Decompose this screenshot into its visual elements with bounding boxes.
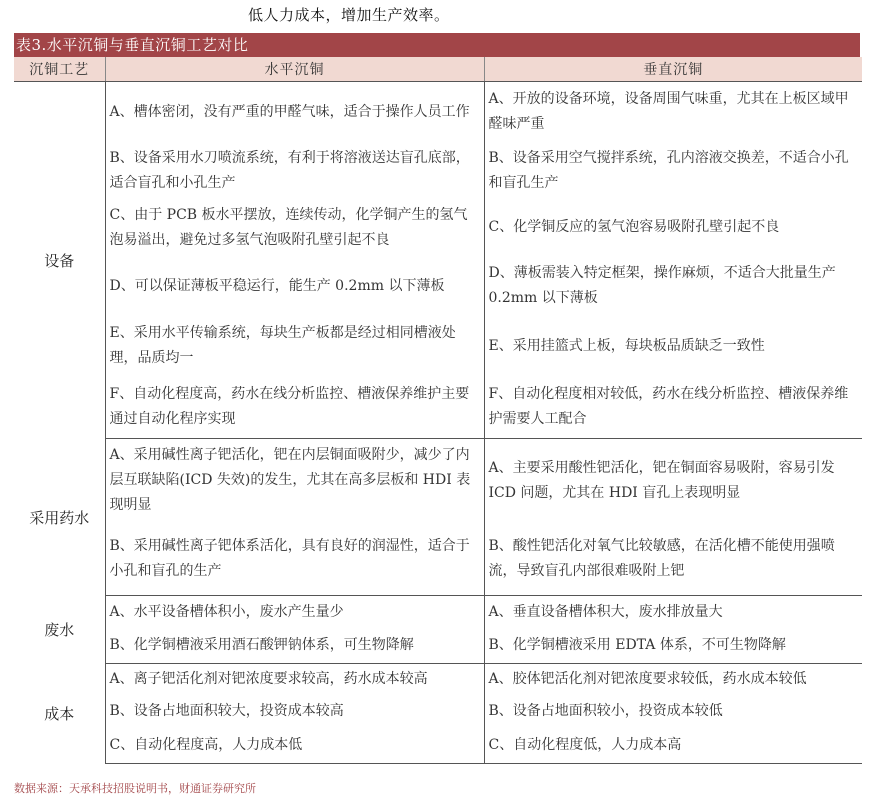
category-chemicals: 采用药水 <box>14 439 105 596</box>
intro-text: 低人力成本，增加生产效率。 <box>248 6 450 24</box>
cell-horizontal: A、离子钯活化剂对钯浓度要求较高，药水成本较高 <box>109 670 428 687</box>
header-vertical: 垂直沉铜 <box>484 57 862 82</box>
cell-vertical: A、垂直设备槽体积大，废水排放量大 <box>484 596 862 629</box>
table-row <box>14 82 862 143</box>
cell-horizontal: C、自动化程度高，人力成本低 <box>105 728 484 764</box>
table-row <box>14 143 862 199</box>
cell-vertical: F、自动化程度相对较低，药水在线分析监控、槽液保养维护需要人工配合 <box>484 377 862 439</box>
table-row <box>14 523 862 596</box>
cell-horizontal: A、槽体密闭，没有严重的甲醛气味，适合于操作人员工作 <box>109 103 470 120</box>
cell-vertical: E、采用挂篮式上板，每块板品质缺乏一致性 <box>484 316 862 377</box>
cell-vertical: A、胶体钯活化剂对钯浓度要求较低，药水成本较低 <box>484 664 862 695</box>
comparison-table <box>14 57 862 764</box>
cell-vertical: C、化学铜反应的氢气泡容易吸附孔壁引起不良 <box>484 199 862 257</box>
header-horizontal: 水平沉铜 <box>105 57 484 82</box>
cell-horizontal: F、自动化程度高，药水在线分析监控、槽液保养维护主要通过自动化程序实现 <box>105 377 484 439</box>
header-row <box>14 57 862 82</box>
table-row <box>14 199 862 257</box>
cell-vertical: A、主要采用酸性钯活化，钯在铜面容易吸附，容易引发 ICD 问题，尤其在 HDI 盲孔上表现明显 <box>484 439 862 523</box>
table-row <box>14 316 862 377</box>
table-row <box>14 377 862 439</box>
cell-vertical: B、设备占地面积较小，投资成本较低 <box>484 695 862 728</box>
cell-horizontal: C、由于 PCB 板水平摆放，连续传动，化学铜产生的氢气泡易溢出，避免过多氢气泡吸附孔壁引起不良 <box>109 206 468 248</box>
cell-vertical: A、开放的设备环境，设备周围气味重，尤其在上板区域甲醛味严重 <box>484 82 862 143</box>
cell-horizontal: B、采用碱性离子钯体系活化，具有良好的润湿性，适合于小孔和盲孔的生产 <box>105 523 484 596</box>
cell-vertical: B、酸性钯活化对氧气比较敏感，在活化槽不能使用强喷流，导致盲孔内部很难吸附上钯 <box>484 523 862 596</box>
cell-horizontal: D、可以保证薄板平稳运行，能生产 0.2mm 以下薄板 <box>109 277 445 294</box>
category-wastewater: 废水 <box>14 596 105 664</box>
table-row <box>14 664 862 695</box>
table-row <box>14 728 862 764</box>
table-row <box>14 596 862 629</box>
cell-vertical: B、化学铜槽液采用 EDTA 体系，不可生物降解 <box>484 629 862 664</box>
table-title: 表3.水平沉铜与垂直沉铜工艺对比 <box>14 33 860 57</box>
cell-horizontal: B、设备占地面积较大，投资成本较高 <box>109 702 344 719</box>
cell-vertical: D、薄板需装入特定框架，操作麻烦，不适合大批量生产 0.2mm 以下薄板 <box>484 257 862 316</box>
table-row <box>14 695 862 728</box>
category-cost: 成本 <box>14 664 105 764</box>
header-process: 沉铜工艺 <box>14 57 105 82</box>
category-equipment: 设备 <box>14 82 105 439</box>
cell-vertical: B、设备采用空气搅拌系统，孔内溶液交换差，不适合小孔和盲孔生产 <box>484 143 862 199</box>
cell-vertical: C、自动化程度低，人力成本高 <box>484 728 862 764</box>
cell-horizontal: B、化学铜槽液采用酒石酸钾钠体系，可生物降解 <box>105 629 484 664</box>
cell-horizontal: B、设备采用水刀喷流系统，有利于将溶液送达盲孔底部，适合盲孔和小孔生产 <box>109 149 470 191</box>
table-row <box>14 257 862 316</box>
cell-horizontal: E、采用水平传输系统，每块生产板都是经过相同槽液处理，品质均一 <box>109 325 456 366</box>
cell-horizontal: A、采用碱性离子钯活化，钯在内层铜面吸附少，减少了内层互联缺陷(ICD 失效)的发生，尤其在高多层板和 HDI 表现明显 <box>109 447 471 514</box>
source-note: 数据来源：天承科技招股说明书，财通证券研究所 <box>14 782 256 795</box>
table-row <box>14 439 862 523</box>
table-row <box>14 629 862 664</box>
cell-horizontal: A、水平设备槽体积小，废水产生量少 <box>109 603 344 620</box>
